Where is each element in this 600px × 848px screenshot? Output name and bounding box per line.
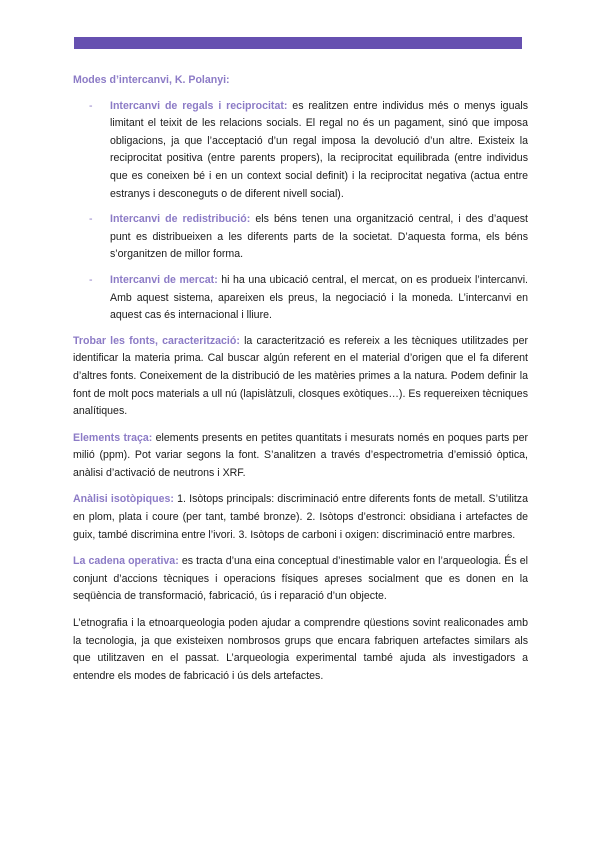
paragraph-term: Anàlisi isotòpiques:	[73, 493, 174, 506]
paragraph-text: L’etnografia i la etnoarqueologia poden ajudar a comprendre qüestions sovint realiconades amb la tecnologia, ja que existeixen nombrosos grups que encara fabriquen artefactes similars als que utilitzaven en el passat. L’arqueologia experimental també ajuda als investigadors a entendre els modes de fabricació i ús dels artefactes.	[73, 617, 528, 682]
paragraph-isotope-analysis	[73, 491, 528, 544]
list-bullet: -	[89, 273, 93, 286]
paragraph-sources-characterization	[73, 333, 528, 421]
paragraph-trace-elements	[73, 430, 528, 483]
paragraph-text: la caracterització es refereix a les tècniques utilitzades per identificar la materia prima. Cal buscar algún referent en el material d’origen que el fa diferent d’altres fonts. Coneixement de la distribució de les matèries primes a la natura. Podem definir la font de molt pocs materials a ull nú (lapislàtzuli, closques exòtiques…). Es requereixen tècniques analítiques.	[73, 334, 528, 418]
list-item	[73, 211, 528, 264]
list-bullet: -	[89, 213, 93, 226]
paragraph-text: elements presents en petites quantitats i mesurats només en poques parts per milió (ppm). Pot variar segons la font. S’analitzen a través d’espectrometria d’emissió òptica, anàlisi d’activació de neutrons i XRF.	[73, 431, 528, 479]
list-item-text: hi ha una ubicació central, el mercat, on es produeix l’intercanvi. Amb aquest sistema, apareixen els preus, la negociació i la moneda. L’intercanvi en aquest cas és internacional i lliure.	[110, 273, 528, 322]
paragraph-ethnography	[73, 615, 528, 685]
list-item-term: Intercanvi de mercat:	[110, 273, 218, 286]
section-heading: Modes d’intercanvi, K. Polanyi:	[73, 74, 230, 86]
list-item-text: els béns tenen una organització central, i des d’aquest punt es distribueixen a les diferents parts de la societat. D’aquesta forma, els béns s’organitzen de millor forma.	[110, 213, 528, 261]
list-item-term: Intercanvi de regals i reciprocitat:	[110, 99, 288, 112]
list-item-term: Intercanvi de redistribució:	[110, 213, 251, 226]
list-item	[73, 98, 528, 204]
header-accent-bar	[74, 37, 522, 49]
exchange-modes-list	[73, 98, 528, 325]
paragraph-operational-chain	[73, 553, 528, 606]
document-body	[73, 72, 528, 694]
list-item	[73, 272, 528, 325]
paragraph-term: Elements traça:	[73, 431, 153, 444]
paragraph-term: La cadena operativa:	[73, 555, 179, 568]
list-bullet: -	[89, 99, 93, 112]
paragraph-text: es tracta d’una eina conceptual d’inestimable valor en l’arqueologia. És el conjunt d’accions tècniques i operacions físiques apreses socialment que es donen en la seqüència de transformació, fabricació, ús i reparació d’un objecte.	[73, 555, 529, 603]
paragraph-text: 1. Isòtops principals: discriminació entre diferents fonts de metall. S’utilitza en plom, plata i coure (per tant, també bronze). 2. Isòtops d’estronci: obsidiana i artefactes de guix, també discrimina entre l’ivori. 3. Isòtops de carboni i oxigen: discriminació entre marbres.	[73, 493, 528, 541]
paragraph-term: Trobar les fonts, caracterització:	[73, 334, 240, 347]
list-item-text: es realitzen entre individus més o menys iguals limitant el teixit de les relacions socials. El regal no és un pagament, sinó que imposa obligacions, ja que l’acceptació d’un regal imposa la devolució d’un altre. Existeix la reciprocitat positiva (entre parents propers), la reciprocitat equilibrada (entre individus que es coneixen bé i en un context social definit) i la reciprocitat negativa (actua entre estranys i desconeguts o de diferent nivell social).	[110, 99, 529, 200]
